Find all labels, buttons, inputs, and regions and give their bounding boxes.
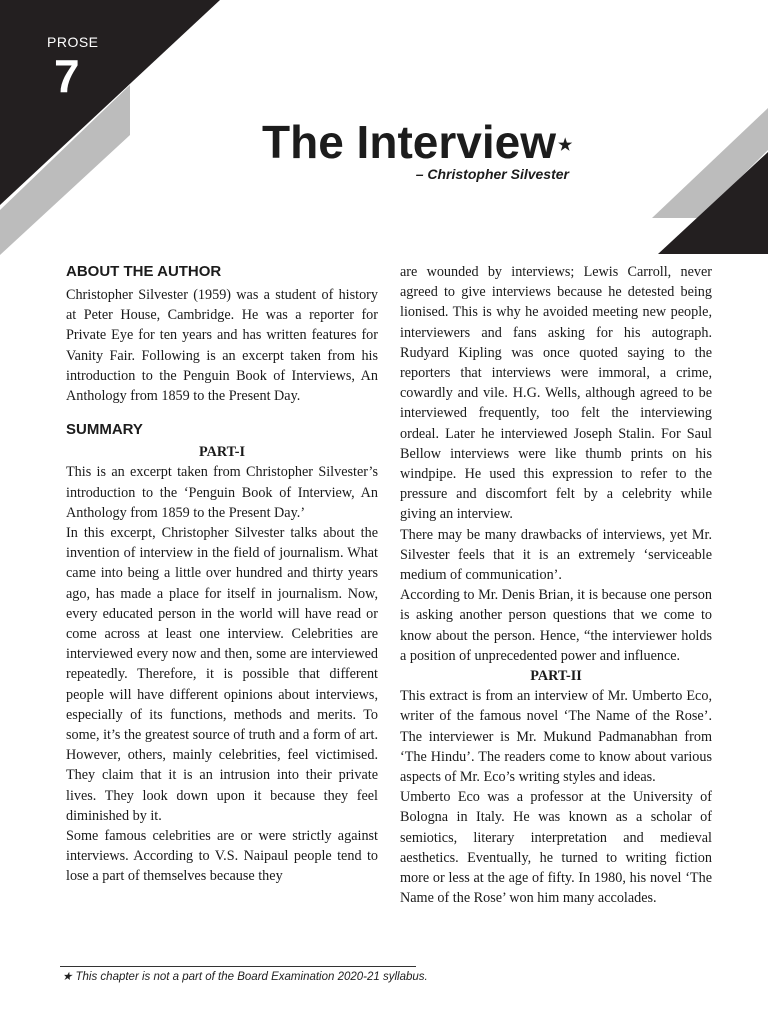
part-one-paragraph-4: There may be many drawbacks of interviews, yet Mr. Silvester feels that it is an extremely ‘serviceable medium of communication’.: [400, 526, 712, 584]
footnote-rule: [60, 966, 416, 967]
left-dark-triangle: [0, 0, 220, 205]
part-one-paragraph-3-start: Some famous celebrities are or were strictly against interviews. According to V.S. Naipaul people tend to lose a part of themselves because they: [66, 828, 378, 885]
author-name: – Christopher Silvester: [415, 166, 569, 182]
part-two-paragraph-2: Umberto Eco was a professor at the University of Bologna in Italy. He was known as a scholar of semiotics, literary interpretation and medieval aesthetics. Eventually, he turned to writing fiction more or less at the age of fifty. In 1980, his novel ‘The Name of the Rose’ won him many accolades.: [400, 789, 712, 907]
right-column: [400, 262, 712, 909]
chapter-title-text: The Interview: [262, 116, 556, 168]
part-two-paragraph-1: This extract is from an interview of Mr. Umberto Eco, writer of the famous novel ‘The Name of the Rose’. The interviewer is Mr. Mukund Padmanabhan from ‘The Hindu’. The readers come to know about various aspects of Mr. Eco’s writing styles and ideas.: [400, 688, 712, 786]
about-author-paragraph: Christopher Silvester (1959) was a student of history at Peter House, Cambridge. He was a reporter for Private Eye for ten years and has written features for Vanity Fair. Following is an excerpt taken from his introduction to the Penguin Book of Interviews, An Anthology from 1859 to the Present Day.: [66, 287, 378, 405]
summary-heading: SUMMARY: [66, 421, 143, 439]
part-one-label: PART-I: [198, 444, 245, 461]
chapter-title: [262, 114, 572, 170]
left-column: [66, 262, 378, 887]
chapter-type-label: PROSE: [47, 34, 99, 50]
footnote: [62, 969, 428, 983]
about-author-heading: ABOUT THE AUTHOR: [66, 263, 222, 280]
part-two-label: PART-II: [530, 668, 582, 685]
part-one-paragraph-3-cont: are wounded by interviews; Lewis Carroll, never agreed to give interviews because he detested being lionised. This is why he avoided meeting new people, interviewers and fans asking for his autograph. Rudyard Kipling was once quoted saying to the reporters that interviews were immoral, a crime, cowardly and vile. H.G. Wells, although agreed to be interviewed frequently, too felt the interviewing ordeal. Later he interviewed Joseph Stalin. For Saul Bellow interviews were like thumb prints on his windpipe. He used this expression to refer to the pressure and discomfort felt by a celebrity while giving an interview.: [400, 264, 712, 523]
footnote-star: ★: [62, 971, 73, 983]
footnote-star-marker: ★: [557, 137, 573, 154]
chapter-number: 7: [54, 50, 80, 102]
footnote-text: This chapter is not a part of the Board Examination 2020-21 syllabus.: [72, 971, 428, 983]
part-one-paragraph-2: In this excerpt, Christopher Silvester talks about the invention of interview in the field of journalism. What came into being a little over hundred and thirty years ago, has made a place for itself in journalism. Now, every educated person in the world will have read or come across at least one interview. Celebrities are interviewed every now and then, some are interviewed repeatedly. Therefore, it is possible that different people will have different opinions about interviews, especially of its functions, methods and merits. To some, it’s the greatest source of truth and a form of art. However, others, mainly celebrities, feel victimised. They claim that it is an intrusion into their private lives. They look down upon it because they feel diminished by it.: [66, 525, 378, 824]
part-one-paragraph-5: According to Mr. Denis Brian, it is because one person is asking another person questions that we come to know about the person. Hence, “the interviewer holds a position of unprecedented power and influence.: [400, 587, 712, 664]
part-one-paragraph-1: This is an excerpt taken from Christopher Silvester’s introduction to the ‘Penguin Book of Interview, An Anthology from 1859 to the Present Day.’: [66, 464, 378, 521]
